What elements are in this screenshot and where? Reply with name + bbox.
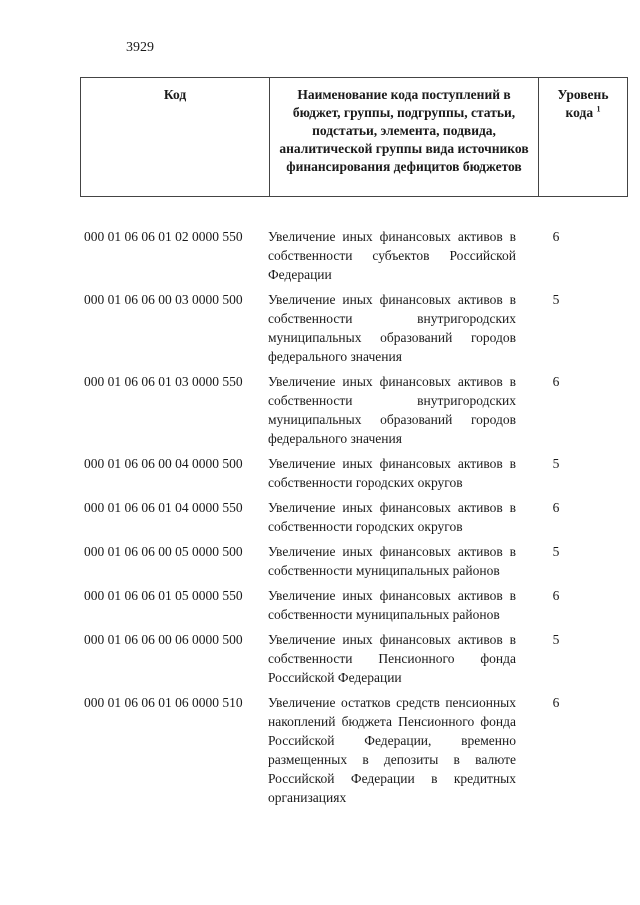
table-row [84,372,596,448]
row-code: 000 01 06 06 01 03 0000 550 [84,374,243,389]
header-level-tail: а [586,105,594,120]
header-level-label: Уровень код [557,87,609,120]
table-row [84,693,596,807]
table-row [84,630,596,687]
table-row [84,542,596,580]
row-name: Увеличение иных финансовых активов в собственности муниципальных районов [268,544,516,578]
row-name: Увеличение иных финансовых активов в собственности городских округов [268,456,516,490]
table-row [84,454,596,492]
row-level: 5 [552,632,560,647]
row-code: 000 01 06 06 01 05 0000 550 [84,588,243,603]
table-row [84,586,596,624]
row-level: 6 [552,695,560,710]
row-name: Увеличение иных финансовых активов в собственности внутригородских муниципальных образований городов федерального значения [268,374,516,446]
row-level: 6 [552,374,560,389]
table-header [80,77,628,197]
table-row [84,227,596,284]
header-name-label: Наименование кода поступлений в бюджет, группы, подгруппы, статьи, подстатьи, элемента, подвида, аналитической группы вида источников финансирования дефицитов бюджетов [279,87,529,174]
header-code [81,78,270,197]
row-name: Увеличение иных финансовых активов в собственности муниципальных районов [268,588,516,622]
row-name: Увеличение иных финансовых активов в собственности городских округов [268,500,516,534]
row-name: Увеличение остатков средств пенсионных накоплений бюджета Пенсионного фонда Российской Федерации, временно размещенных в депозиты в валюте Российской Федерации в кредитных организациях [268,695,516,805]
row-name: Увеличение иных финансовых активов в собственности внутригородских муниципальных образований городов федерального значения [268,292,516,364]
row-level: 5 [552,292,560,307]
header-name [270,78,539,197]
page-number: 3929 [126,40,154,55]
table-row [84,290,596,366]
table-row [84,498,596,536]
row-level: 6 [552,229,560,244]
footnote-marker: 1 [596,104,601,114]
row-level: 6 [552,588,560,603]
row-code: 000 01 06 06 00 04 0000 500 [84,456,243,471]
row-code: 000 01 06 06 00 03 0000 500 [84,292,243,307]
row-code: 000 01 06 06 01 02 0000 550 [84,229,243,244]
row-name: Увеличение иных финансовых активов в собственности субъектов Российской Федерации [268,229,516,282]
row-name: Увеличение иных финансовых активов в собственности Пенсионного фонда Российской Федерации [268,632,516,685]
row-code: 000 01 06 06 00 06 0000 500 [84,632,243,647]
header-level [539,78,628,197]
row-level: 5 [552,456,560,471]
row-level: 5 [552,544,560,559]
header-code-label: Код [163,87,187,102]
row-code: 000 01 06 06 01 04 0000 550 [84,500,243,515]
row-level: 6 [552,500,560,515]
row-code: 000 01 06 06 00 05 0000 500 [84,544,243,559]
row-code: 000 01 06 06 01 06 0000 510 [84,695,243,710]
code-list [84,227,596,813]
